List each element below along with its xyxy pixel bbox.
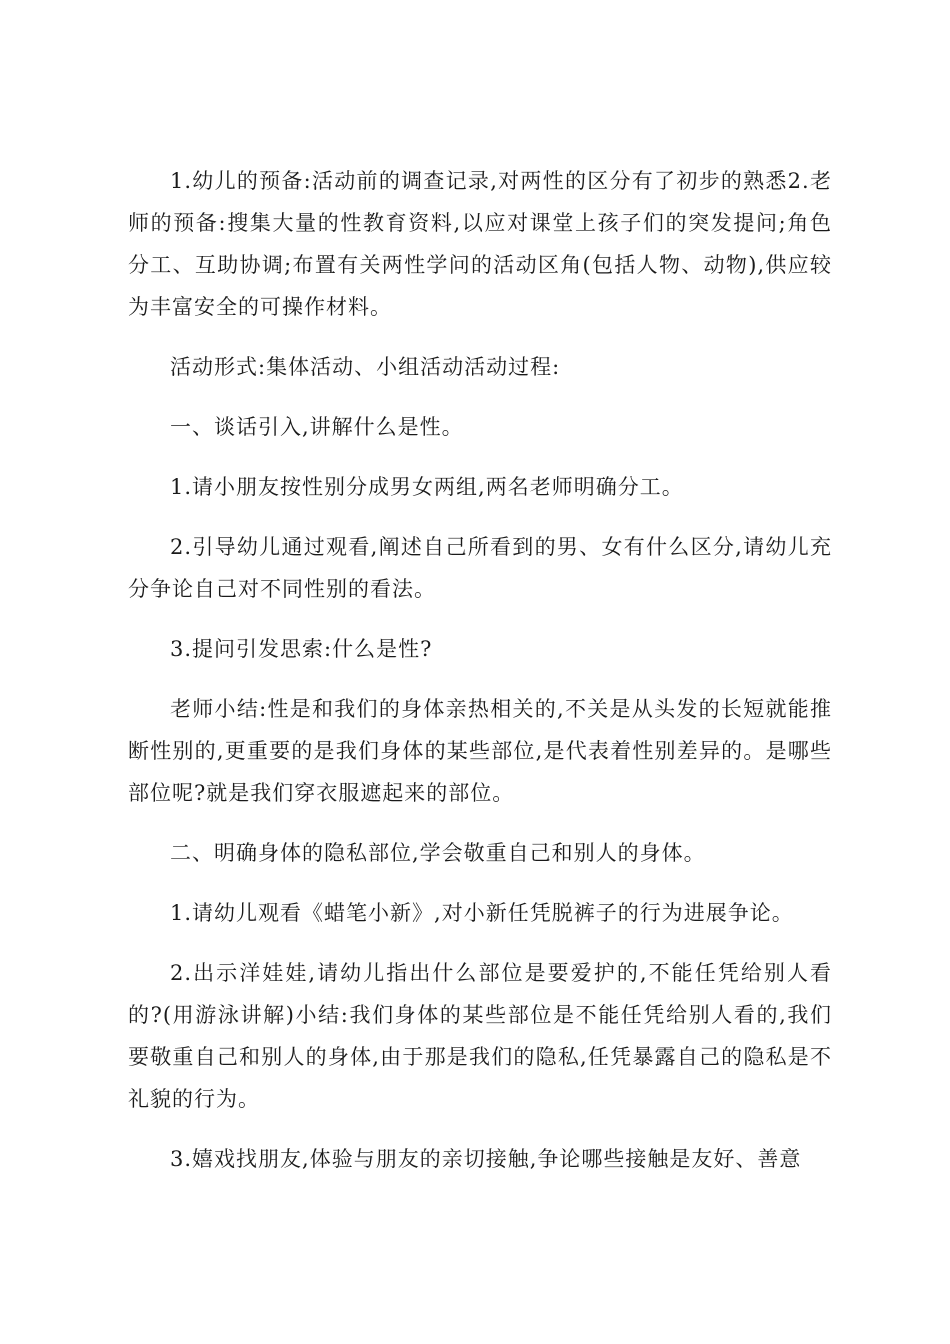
paragraph-teacher-summary: 老师小结:性是和我们的身体亲热相关的,不关是从头发的长短就能推断性别的,更重要的是我们身体的某些部位,是代表着性别差异的。是哪些部位呢?就是我们穿衣服遮起来的部位。: [128, 697, 832, 805]
document-body: [128, 160, 832, 1198]
paragraph-activity-form: 活动形式:集体活动、小组活动活动过程:: [170, 355, 561, 379]
paragraph-step-2-1: 1.请幼儿观看《蜡笔小新》,对小新任凭脱裤子的行为进展争论。: [170, 901, 794, 925]
section-heading-2: 二、明确身体的隐私部位,学会敬重自己和别人的身体。: [170, 841, 706, 865]
paragraph-step-2-2: 2.出示洋娃娃,请幼儿指出什么部位是要爱护的,不能任凭给别人看的?(用游泳讲解)小结:我们身体的某些部位是不能任凭给别人看的,我们要敬重自己和别人的身体,由于那是我们的隐私,任凭暴露自己的隐私是不礼貌的行为。: [128, 961, 832, 1111]
paragraph-step-2-3: 3.嬉戏找朋友,体验与朋友的亲切接触,争论哪些接触是友好、善意: [170, 1147, 802, 1171]
paragraph-step-1-3: 3.提问引发思索:什么是性?: [170, 637, 433, 661]
section-heading-1: 一、谈话引入,讲解什么是性。: [170, 415, 464, 439]
paragraph-preparation: 1.幼儿的预备:活动前的调查记录,对两性的区分有了初步的熟悉2.老师的预备:搜集大量的性教育资料,以应对课堂上孩子们的突发提问;角色分工、互助协调;布置有关两性学问的活动区角(包括人物、动物),供应较为丰富安全的可操作材料。: [128, 169, 832, 319]
paragraph-step-1-1: 1.请小朋友按性别分成男女两组,两名老师明确分工。: [170, 475, 684, 499]
paragraph-step-1-2: 2.引导幼儿通过观看,阐述自己所看到的男、女有什么区分,请幼儿充分争论自己对不同性别的看法。: [128, 535, 832, 601]
